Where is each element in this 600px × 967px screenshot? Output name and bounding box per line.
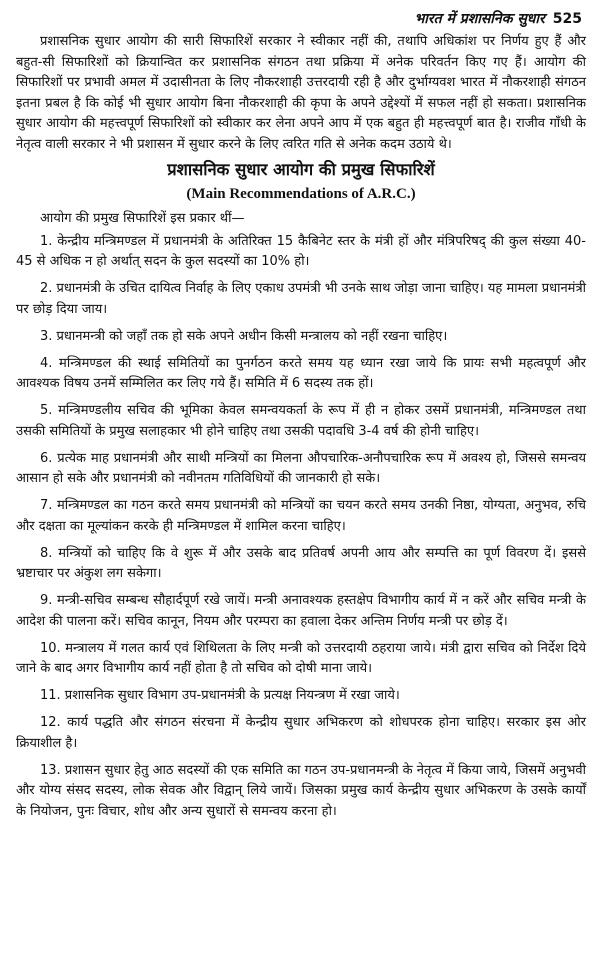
recommendation-item: 3. प्रधानमन्त्री को जहाँ तक हो सके अपने अधीन किसी मन्त्रालय को नहीं रखना चाहिए। — [40, 328, 448, 344]
section-subheading: (Main Recommendations of A.R.C.) — [186, 186, 416, 202]
recommendation-item: 4. मन्त्रिमण्डल की स्थाई समितियों का पुनर्गठन करते समय यह ध्यान रखा जाये कि प्रायः सभी महत्वपूर्ण और आवश्यक विषय उनमें सम्मिलित कर लिए गये हैं। समिति में 6 सदस्य तक हों। — [16, 355, 586, 391]
recommendation-item: 1. केन्द्रीय मन्त्रिमण्डल में प्रधानमंत्री के अतिरिक्त 15 कैबिनेट स्तर के मंत्री हों और मंत्रिपरिषद् की कुल संख्या 40-45 से अधिक न हो अर्थात् सदन के कुल सदस्यों का 10% हो। — [16, 233, 586, 269]
recommendation-item: 9. मन्त्री-सचिव सम्बन्ध सौहार्दपूर्ण रखे जायें। मन्त्री अनावश्यक हस्तक्षेप विभागीय कार्य में न करें और सचिव मन्त्री के आदेश की पालना करें। सचिव कानून, नियम और परम्परा का हवाला देकर अन्तिम निर्णय मन्त्री पर छोड़ दें। — [16, 593, 586, 629]
recommendation-item: 2. प्रधानमंत्री के उचित दायित्व निर्वाह के लिए एकाध उपमंत्री भी उनके साथ जोड़ा जाना चाहिए। यह मामला प्रधानमंत्री पर छोड़ दिया जाय। — [16, 281, 586, 317]
recommendation-item: 8. मन्त्रियों को चाहिए कि वे शुरू में और उसके बाद प्रतिवर्ष अपनी आय और सम्पत्ति का पूर्ण विवरण दें। इससे भ्रष्टाचार पर अंकुश लग सकेगा। — [16, 545, 586, 581]
recommendation-item: 11. प्रशासनिक सुधार विभाग उप-प्रधानमंत्री के प्रत्यक्ष नियन्त्रण में रखा जाये। — [40, 688, 400, 703]
section-heading: प्रशासनिक सुधार आयोग की प्रमुख सिफारिशें — [167, 160, 435, 179]
recommendation-item: 6. प्रत्येक माह प्रधानमंत्री और साथी मन्त्रियों का मिलना औपचारिक-अनौपचारिक रूप में अवश्य हो, जिससे समन्वय आसान हो सके और प्रधानमंत्री को नवीनतम गतिविधियों की जानकारी हो सके। — [16, 450, 586, 486]
recommendation-item: 5. मन्त्रिमण्डलीय सचिव की भूमिका केवल समन्वयकर्ता के रूप में ही न होकर उसमें प्रधानमंत्री, मन्त्रिमण्डल तथा उसकी समितियों के प्रमुख सलाहकार भी होने चाहिए तथा उसकी पदावधि 3-4 वर्ष की होनी चाहिए। — [16, 403, 586, 439]
intro-paragraph: प्रशासनिक सुधार आयोग की सारी सिफारिशें सरकार ने स्वीकार नहीं की, तथापि अधिकांश पर निर्णय हुए हैं और बहुत-सी सिफारिशों को क्रियान्वित कर प्रशासनिक संगठन तथा प्रक्रिया में अनेक परिवर्तन किए गए हैं। आयोग की सिफारिशों पर प्रभावी अमल में उदासीनता के लिए नौकरशाही उत्तरदायी रही है और दुर्भाग्यवश भारत में नौकरशाही संगठन इतना प्रबल है कि कोई भी सुधार आयोग बिना नौकरशाही की कृपा के अपने उद्देश्यों में सफल नहीं हो सकता। प्रशासनिक सुधार आयोग की महत्त्वपूर्ण सिफारिशों को स्वीकार कर लेना अपने आप में एक बहुत ही महत्त्वपूर्ण बात है। राजीव गाँधी के नेतृत्व वाली सरकार ने भी प्रशासन में सुधार करने के लिए त्वरित गति से अनेक कदम उठाये थे। — [16, 34, 586, 152]
running-header — [16, 6, 586, 32]
recommendation-item: 10. मन्त्रालय में गलत कार्य एवं शिथिलता के लिए मन्त्री को उत्तरदायी ठहराया जाये। मंत्री द्वारा सचिव को निर्देश दिये जाने के बाद अगर विभागीय कार्य नहीं होता है तो सचिव को दोषी माना जाये। — [16, 640, 586, 676]
page-number: 525 — [552, 11, 582, 27]
recommendation-item: 13. प्रशासन सुधार हेतु आठ सदस्यों की एक समिति का गठन उप-प्रधानमन्त्री के नेतृत्व में किया जाये, जिसमें अनुभवी और योग्य संसद सदस्य, लोक सेवक और विद्वान् लिये जायें। जिसका प्रमुख कार्य केन्द्रीय सुधार अभिकरण के उसके कार्यों के नियोजन, पुनः विचार, शोध और अन्य सुधारों से समन्वय करना हो। — [16, 762, 586, 819]
section-intro: आयोग की प्रमुख सिफारिशें इस प्रकार थीं— — [40, 211, 245, 226]
recommendation-item: 7. मन्त्रिमण्डल का गठन करते समय प्रधानमंत्री को मन्त्रियों का चयन करते समय उनकी निष्ठा, योग्यता, अनुभव, रुचि और दक्षता का मूल्यांकन करके ही मन्त्रिमण्डल में शामिल करना चाहिए। — [16, 498, 586, 534]
recommendations-list — [16, 232, 586, 823]
running-title: भारत में प्रशासनिक सुधार — [414, 11, 545, 27]
recommendation-item: 12. कार्य पद्धति और संगठन संरचना में केन्द्रीय सुधार अभिकरण को शोधपरक होना चाहिए। सरकार इस ओर क्रियाशील है। — [16, 715, 586, 751]
